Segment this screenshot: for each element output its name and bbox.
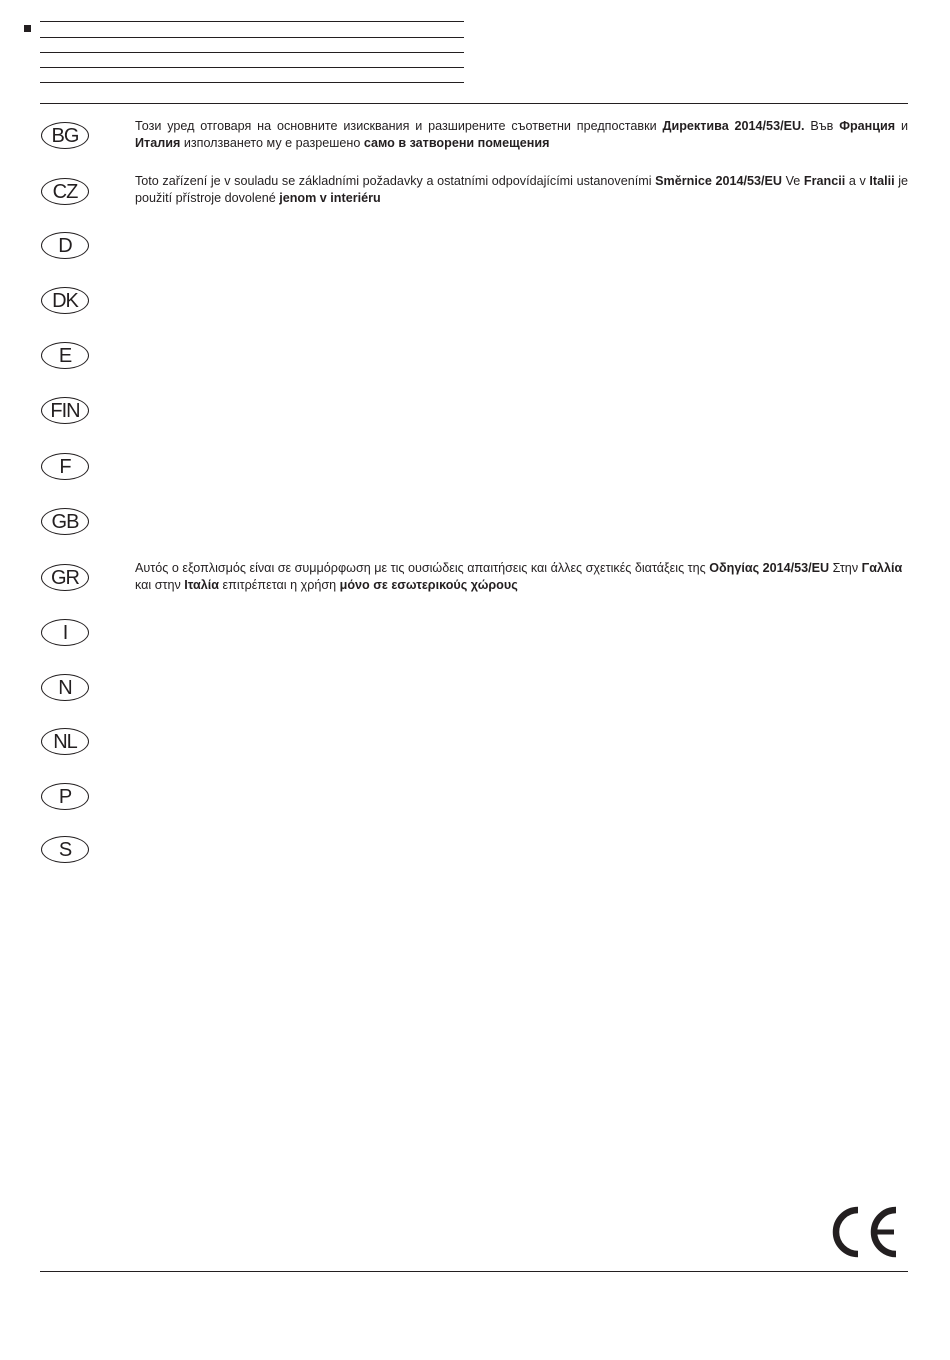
directive-reference: Οδηγίας 2014/53/EU [709,561,830,575]
country-badge-bg: BG [41,122,89,149]
statement-text: και στην [135,578,185,592]
country-badge-p: P [41,783,89,810]
country-badge-i: I [41,619,89,646]
statement-text: Αυτός ο εξοπλισμός είναι σε συμμόρφωση με τις ουσιώδεις απαιτήσεις και άλλες σχετικές διατάξεις της [135,561,710,575]
usage-restriction: jenom v interiéru [279,191,381,205]
country-badge-dk: DK [41,287,89,314]
country-badge-gr: GR [41,564,89,591]
statement-bg [135,118,908,152]
directive-reference: Směrnice 2014/53/EU [655,174,782,188]
statement-text: използването му е разрешено [180,136,364,150]
statement-text: Toto zařízení je v souladu se základními požadavky a ostatními odpovídajícími ustanoveními [135,174,656,188]
top-divider [40,103,908,104]
statement-text: и [895,119,908,133]
fill-line [40,21,464,22]
statement-cz [135,173,908,207]
statement-text: επιτρέπεται η χρήση [219,578,340,592]
statement-text: Във [804,119,840,133]
statement-text: a v [845,174,870,188]
statement-text: je použití přístroje dovolené [135,174,908,205]
statement-gr [135,560,910,594]
country-badge-cz: CZ [41,178,89,205]
usage-restriction: само в затворени помещения [363,136,550,150]
statement-text: Ve [781,174,804,188]
directive-reference: Директива 2014/53/EU. [662,119,805,133]
country-name: Γαλλία [861,561,903,575]
country-badge-nl: NL [41,728,89,755]
fill-line [40,52,464,53]
country-badge-f: F [41,453,89,480]
square-bullet-icon [24,25,31,32]
country-badge-fin: FIN [41,397,89,424]
country-badge-s: S [41,836,89,863]
fill-line [40,82,464,83]
usage-restriction: μόνο σε εσωτερικούς χώρους [339,578,518,592]
statement-text: Този уред отговаря на основните изисквания и разширените съответни предпоставки [135,119,663,133]
country-name: Италия [135,136,181,150]
fill-line [40,37,464,38]
country-name: Франция [839,119,896,133]
country-badge-gb: GB [41,508,89,535]
country-badge-d: D [41,232,89,259]
ce-mark-icon [828,1206,900,1258]
fill-line [40,67,464,68]
country-name: Francii [803,174,846,188]
country-name: Ιταλία [184,578,220,592]
country-badge-e: E [41,342,89,369]
statement-text: Στην [829,561,862,575]
country-name: Italii [869,174,895,188]
country-badge-n: N [41,674,89,701]
bottom-divider [40,1271,908,1272]
